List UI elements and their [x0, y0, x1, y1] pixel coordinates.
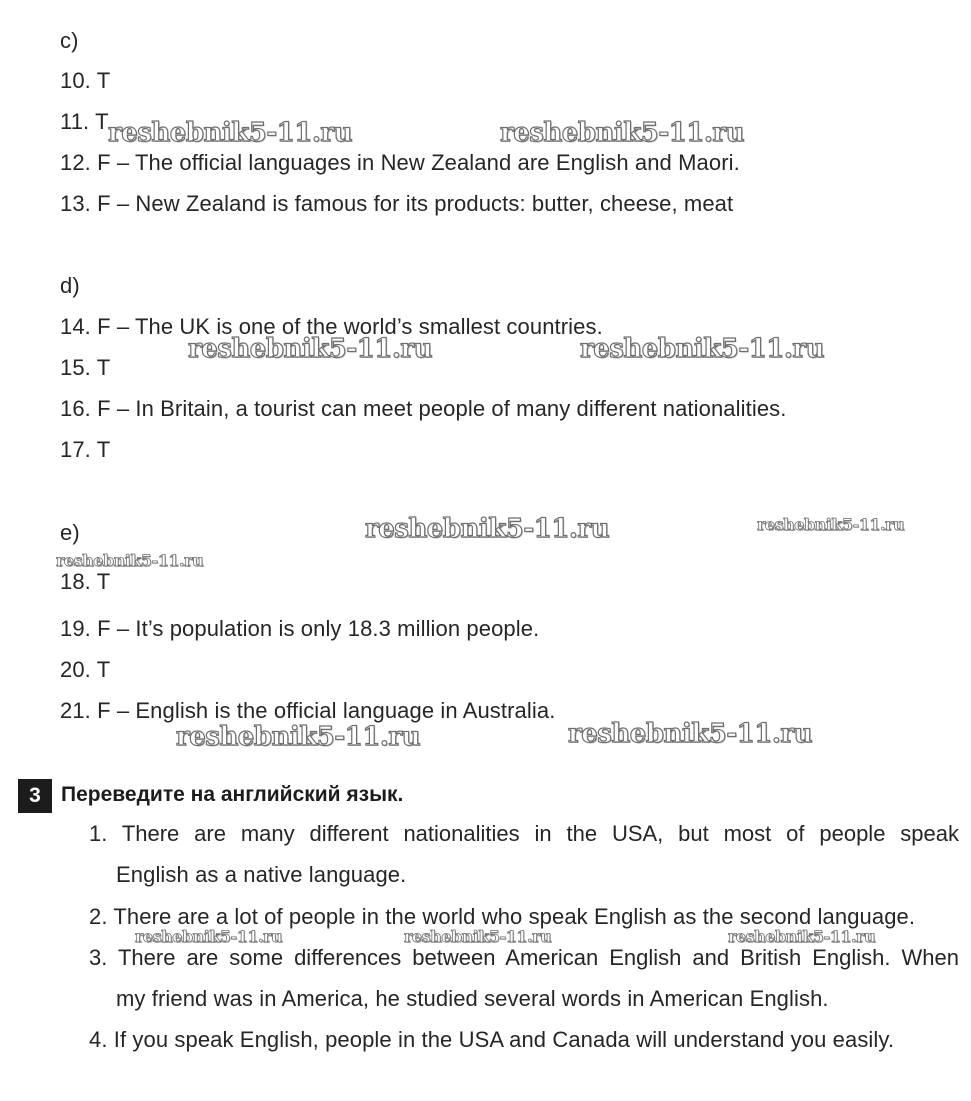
watermark: reshebnik5-11.ru: [135, 927, 283, 946]
watermark: reshebnik5-11.ru: [176, 722, 421, 752]
translation-item-line: 1. There are many different nationalities in the USA, but most of people speak: [89, 821, 959, 846]
watermark: reshebnik5-11.ru: [500, 118, 745, 148]
answer-item: 19. F – It’s population is only 18.3 million people.: [60, 616, 540, 641]
answer-item: 10. T: [60, 68, 111, 93]
answer-item: 13. F – New Zealand is famous for its products: butter, cheese, meat: [60, 191, 734, 216]
watermark: reshebnik5-11.ru: [108, 118, 353, 148]
section-label-c: c): [60, 28, 79, 53]
watermark: reshebnik5-11.ru: [365, 514, 610, 544]
answer-item: 12. F – The official languages in New Zealand are English and Maori.: [60, 150, 740, 175]
task-number-badge: 3: [18, 779, 52, 813]
section-label-e: e): [60, 520, 80, 545]
watermark: reshebnik5-11.ru: [568, 719, 813, 749]
translation-item-line: 4. If you speak English, people in the USA and Canada will understand you easily.: [89, 1027, 895, 1052]
translation-item-line: English as a native language.: [116, 862, 407, 887]
answer-item: 11. T: [60, 109, 109, 134]
section-label-d: d): [60, 273, 80, 298]
watermark: reshebnik5-11.ru: [404, 927, 552, 946]
answer-item: 14. F – The UK is one of the world’s smallest countries.: [60, 314, 603, 339]
answer-item: 21. F – English is the official language in Australia.: [60, 698, 556, 723]
task-heading: Переведите на английский язык.: [61, 783, 404, 806]
answer-item: 18. T: [60, 569, 111, 594]
translation-item-line: 2. There are a lot of people in the world who speak English as the second language.: [89, 904, 916, 929]
watermark: reshebnik5-11.ru: [757, 515, 905, 534]
answer-item: 17. T: [60, 437, 111, 462]
watermark: reshebnik5-11.ru: [728, 927, 876, 946]
translation-item-line: my friend was in America, he studied several words in American English.: [116, 986, 829, 1011]
answer-item: 15. T: [60, 355, 111, 380]
watermark: reshebnik5-11.ru: [580, 334, 825, 364]
answer-item: 20. T: [60, 657, 111, 682]
watermark: reshebnik5-11.ru: [56, 551, 204, 570]
answer-item: 16. F – In Britain, a tourist can meet people of many different nationalities.: [60, 396, 787, 421]
watermark: reshebnik5-11.ru: [188, 334, 433, 364]
translation-item-line: 3. There are some differences between American English and British English. When: [89, 945, 959, 970]
